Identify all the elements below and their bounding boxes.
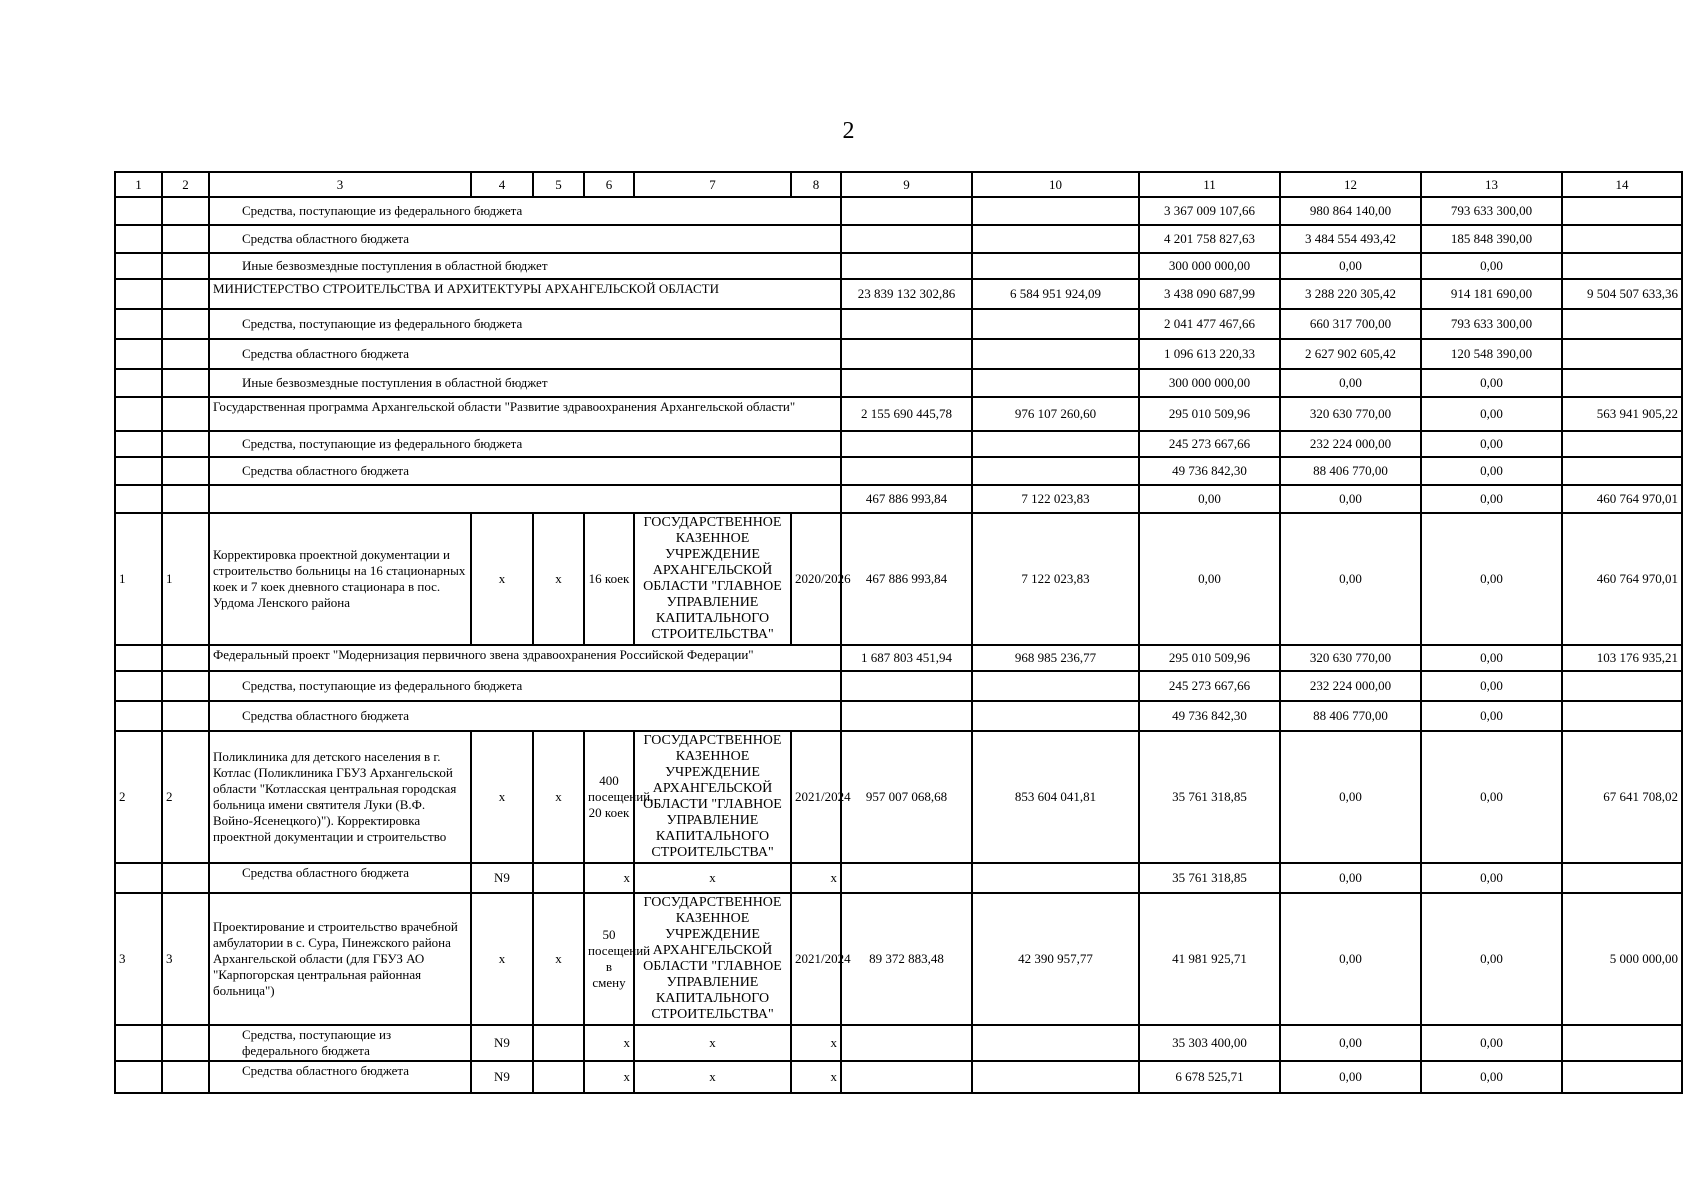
amount-cell-13: 914 181 690,00 (1421, 279, 1562, 309)
row-number: 3 (115, 893, 162, 1025)
funding-source-label: Средства областного бюджета (209, 701, 841, 731)
customer-organization: ГОСУДАРСТВЕННОЕ КАЗЕННОЕ УЧРЕЖДЕНИЕ АРХАНГЕЛЬСКОЙ ОБЛАСТИ "ГЛАВНОЕ УПРАВЛЕНИЕ КАПИТАЛЬНОГО СТРОИТЕЛЬСТВА" (634, 893, 791, 1025)
col-2-cell (162, 863, 209, 893)
amount-cell-13: 0,00 (1421, 893, 1562, 1025)
col-5-cell: x (533, 513, 584, 645)
amount-cell-9 (841, 863, 972, 893)
amount-cell-9 (841, 701, 972, 731)
col-4-cell: x (471, 731, 533, 863)
funding-source-label: Средства, поступающие из федерального бюджета (209, 431, 841, 457)
group-label: Федеральный проект "Модернизация первичного звена здравоохранения Российской Федерации" (209, 645, 841, 671)
amount-cell-14 (1562, 863, 1682, 893)
customer-organization: ГОСУДАРСТВЕННОЕ КАЗЕННОЕ УЧРЕЖДЕНИЕ АРХАНГЕЛЬСКОЙ ОБЛАСТИ "ГЛАВНОЕ УПРАВЛЕНИЕ КАПИТАЛЬНОГО СТРОИТЕЛЬСТВА" (634, 731, 791, 863)
group-label: МИНИСТЕРСТВО СТРОИТЕЛЬСТВА И АРХИТЕКТУРЫ АРХАНГЕЛЬСКОЙ ОБЛАСТИ (209, 279, 841, 309)
group-total-row (115, 485, 1682, 513)
col-2-cell (162, 397, 209, 431)
amount-cell-14 (1562, 309, 1682, 339)
amount-cell-11: 300 000 000,00 (1139, 253, 1280, 279)
amount-cell-10 (972, 1025, 1139, 1061)
col-2-cell (162, 645, 209, 671)
amount-cell-11: 6 678 525,71 (1139, 1061, 1280, 1093)
amount-cell-11: 245 273 667,66 (1139, 671, 1280, 701)
amount-cell-10: 853 604 041,81 (972, 731, 1139, 863)
construction-object-row (115, 513, 1682, 645)
amount-cell-12: 3 288 220 305,42 (1280, 279, 1421, 309)
column-header: 9 (841, 172, 972, 197)
col-1-cell (115, 339, 162, 369)
amount-cell-10 (972, 225, 1139, 253)
amount-cell-9 (841, 253, 972, 279)
amount-cell-9 (841, 457, 972, 485)
amount-cell-10 (972, 369, 1139, 397)
amount-cell-10: 42 390 957,77 (972, 893, 1139, 1025)
amount-cell-11: 295 010 509,96 (1139, 645, 1280, 671)
amount-cell-12: 0,00 (1280, 893, 1421, 1025)
budget-table (114, 171, 1683, 1094)
amount-cell-9: 467 886 993,84 (841, 513, 972, 645)
col-1-cell (115, 279, 162, 309)
amount-cell-13: 793 633 300,00 (1421, 309, 1562, 339)
amount-cell-10 (972, 253, 1139, 279)
object-funding-row (115, 863, 1682, 893)
amount-cell-14 (1562, 671, 1682, 701)
column-header: 11 (1139, 172, 1280, 197)
amount-cell-14 (1562, 339, 1682, 369)
col-1-cell (115, 1061, 162, 1093)
col-2-cell (162, 197, 209, 225)
amount-cell-12: 88 406 770,00 (1280, 701, 1421, 731)
object-number: 1 (162, 513, 209, 645)
amount-cell-13: 0,00 (1421, 671, 1562, 701)
amount-cell-13: 120 548 390,00 (1421, 339, 1562, 369)
amount-cell-11: 300 000 000,00 (1139, 369, 1280, 397)
amount-cell-11: 35 303 400,00 (1139, 1025, 1280, 1061)
col-7-cell: x (634, 1025, 791, 1061)
amount-cell-14 (1562, 1025, 1682, 1061)
col-2-cell (162, 671, 209, 701)
group-label: Государственная программа Архангельской области "Развитие здравоохранения Архангельской области" (209, 397, 841, 431)
amount-cell-10: 7 122 023,83 (972, 513, 1139, 645)
col-2-cell (162, 431, 209, 457)
col-1-cell (115, 645, 162, 671)
group-total-row (115, 645, 1682, 671)
amount-cell-12: 320 630 770,00 (1280, 645, 1421, 671)
column-header: 7 (634, 172, 791, 197)
amount-cell-12: 232 224 000,00 (1280, 671, 1421, 701)
amount-cell-11: 49 736 842,30 (1139, 457, 1280, 485)
col-7-cell: x (634, 863, 791, 893)
amount-cell-13: 0,00 (1421, 253, 1562, 279)
col-5-cell: x (533, 893, 584, 1025)
amount-cell-13: 0,00 (1421, 1061, 1562, 1093)
amount-cell-10 (972, 431, 1139, 457)
amount-cell-9: 467 886 993,84 (841, 485, 972, 513)
amount-cell-10 (972, 309, 1139, 339)
amount-cell-11: 1 096 613 220,33 (1139, 339, 1280, 369)
col-2-cell (162, 253, 209, 279)
amount-cell-9 (841, 431, 972, 457)
object-name: Поликлиника для детского населения в г. Котлас (Поликлиника ГБУЗ Архангельской области "Котласская центральная городская больница имени святителя Луки (В.Ф. Войно-Ясенецкого)"). Корректировка проектной документации и строительство (209, 731, 471, 863)
funding-source-row (115, 457, 1682, 485)
amount-cell-10 (972, 1061, 1139, 1093)
col-2-cell (162, 1061, 209, 1093)
column-header: 10 (972, 172, 1139, 197)
amount-cell-14 (1562, 457, 1682, 485)
col-7-cell: x (634, 1061, 791, 1093)
amount-cell-14 (1562, 369, 1682, 397)
amount-cell-9: 23 839 132 302,86 (841, 279, 972, 309)
amount-cell-9 (841, 225, 972, 253)
funding-source-label: Средства областного бюджета (209, 225, 841, 253)
amount-cell-11: 245 273 667,66 (1139, 431, 1280, 457)
amount-cell-12: 660 317 700,00 (1280, 309, 1421, 339)
amount-cell-12: 0,00 (1280, 731, 1421, 863)
amount-cell-9: 957 007 068,68 (841, 731, 972, 863)
col-8-cell: x (791, 1025, 841, 1061)
group-label (209, 485, 841, 513)
column-header: 5 (533, 172, 584, 197)
amount-cell-12: 3 484 554 493,42 (1280, 225, 1421, 253)
amount-cell-14: 9 504 507 633,36 (1562, 279, 1682, 309)
amount-cell-13: 0,00 (1421, 457, 1562, 485)
funding-source-label: Иные безвозмездные поступления в областной бюджет (209, 253, 841, 279)
amount-cell-9: 89 372 883,48 (841, 893, 972, 1025)
amount-cell-14 (1562, 701, 1682, 731)
col-6-cell: x (584, 1025, 634, 1061)
col-2-cell (162, 457, 209, 485)
col-5-cell (533, 1061, 584, 1093)
amount-cell-14: 460 764 970,01 (1562, 513, 1682, 645)
col-5-cell: x (533, 731, 584, 863)
column-header: 14 (1562, 172, 1682, 197)
construction-object-row (115, 731, 1682, 863)
amount-cell-13: 0,00 (1421, 863, 1562, 893)
period-cell: 2021/2024 (791, 731, 841, 863)
col-6-cell: x (584, 1061, 634, 1093)
amount-cell-11: 3 367 009 107,66 (1139, 197, 1280, 225)
col-5-cell (533, 1025, 584, 1061)
column-header: 8 (791, 172, 841, 197)
period-cell: 2021/2024 (791, 893, 841, 1025)
amount-cell-11: 41 981 925,71 (1139, 893, 1280, 1025)
object-number: 3 (162, 893, 209, 1025)
column-number-header (115, 172, 1682, 197)
funding-source-label: Средства, поступающие из федерального бюджета (209, 1025, 471, 1061)
amount-cell-14: 5 000 000,00 (1562, 893, 1682, 1025)
amount-cell-13: 185 848 390,00 (1421, 225, 1562, 253)
amount-cell-13: 0,00 (1421, 731, 1562, 863)
column-header: 3 (209, 172, 471, 197)
amount-cell-11: 4 201 758 827,63 (1139, 225, 1280, 253)
funding-source-label: Средства областного бюджета (209, 457, 841, 485)
amount-cell-9 (841, 339, 972, 369)
col-1-cell (115, 397, 162, 431)
funding-source-row (115, 701, 1682, 731)
column-header: 6 (584, 172, 634, 197)
col-2-cell (162, 279, 209, 309)
amount-cell-12: 0,00 (1280, 253, 1421, 279)
amount-cell-12: 0,00 (1280, 369, 1421, 397)
amount-cell-10: 976 107 260,60 (972, 397, 1139, 431)
amount-cell-13: 0,00 (1421, 1025, 1562, 1061)
amount-cell-13: 0,00 (1421, 513, 1562, 645)
amount-cell-9 (841, 309, 972, 339)
col-1-cell (115, 197, 162, 225)
column-header: 12 (1280, 172, 1421, 197)
amount-cell-11: 3 438 090 687,99 (1139, 279, 1280, 309)
amount-cell-13: 0,00 (1421, 397, 1562, 431)
funding-source-row (115, 309, 1682, 339)
col-4-cell: x (471, 893, 533, 1025)
capacity-cell: 400 посещений, 20 коек (584, 731, 634, 863)
col-4-cell: x (471, 513, 533, 645)
col-1-cell (115, 369, 162, 397)
amount-cell-13: 0,00 (1421, 431, 1562, 457)
col-2-cell (162, 339, 209, 369)
col-8-cell: x (791, 1061, 841, 1093)
funding-source-label: Средства, поступающие из федерального бюджета (209, 309, 841, 339)
amount-cell-10: 968 985 236,77 (972, 645, 1139, 671)
col-1-cell (115, 701, 162, 731)
funding-source-label: Средства, поступающие из федерального бюджета (209, 197, 841, 225)
amount-cell-10: 6 584 951 924,09 (972, 279, 1139, 309)
period-cell: 2020/2026 (791, 513, 841, 645)
amount-cell-13: 0,00 (1421, 645, 1562, 671)
amount-cell-10 (972, 339, 1139, 369)
funding-source-row (115, 253, 1682, 279)
col-1-cell (115, 253, 162, 279)
col-2-cell (162, 485, 209, 513)
construction-object-row (115, 893, 1682, 1025)
capacity-cell: 16 коек (584, 513, 634, 645)
amount-cell-14 (1562, 1061, 1682, 1093)
col-2-cell (162, 701, 209, 731)
amount-cell-14 (1562, 253, 1682, 279)
amount-cell-13: 793 633 300,00 (1421, 197, 1562, 225)
amount-cell-14 (1562, 197, 1682, 225)
amount-cell-9 (841, 1025, 972, 1061)
table-body (115, 172, 1682, 1093)
amount-cell-12: 0,00 (1280, 1025, 1421, 1061)
amount-cell-10 (972, 457, 1139, 485)
amount-cell-12: 980 864 140,00 (1280, 197, 1421, 225)
row-number: 2 (115, 731, 162, 863)
amount-cell-13: 0,00 (1421, 701, 1562, 731)
column-header: 13 (1421, 172, 1562, 197)
col-1-cell (115, 457, 162, 485)
column-header: 1 (115, 172, 162, 197)
amount-cell-10 (972, 197, 1139, 225)
col-1-cell (115, 671, 162, 701)
col-1-cell (115, 225, 162, 253)
col-4-cell: N9 (471, 863, 533, 893)
capacity-cell: 50 посещений в смену (584, 893, 634, 1025)
col-1-cell (115, 485, 162, 513)
amount-cell-14: 67 641 708,02 (1562, 731, 1682, 863)
col-4-cell: N9 (471, 1061, 533, 1093)
amount-cell-11: 35 761 318,85 (1139, 731, 1280, 863)
amount-cell-12: 88 406 770,00 (1280, 457, 1421, 485)
amount-cell-11: 0,00 (1139, 513, 1280, 645)
funding-source-row (115, 339, 1682, 369)
row-number: 1 (115, 513, 162, 645)
col-1-cell (115, 309, 162, 339)
funding-source-row (115, 225, 1682, 253)
amount-cell-11: 35 761 318,85 (1139, 863, 1280, 893)
column-header: 4 (471, 172, 533, 197)
funding-source-row (115, 671, 1682, 701)
col-4-cell: N9 (471, 1025, 533, 1061)
amount-cell-12: 232 224 000,00 (1280, 431, 1421, 457)
col-5-cell (533, 863, 584, 893)
group-total-row (115, 397, 1682, 431)
amount-cell-9 (841, 369, 972, 397)
funding-source-label: Средства, поступающие из федерального бюджета (209, 671, 841, 701)
funding-source-row (115, 431, 1682, 457)
amount-cell-10 (972, 863, 1139, 893)
amount-cell-10: 7 122 023,83 (972, 485, 1139, 513)
customer-organization: ГОСУДАРСТВЕННОЕ КАЗЕННОЕ УЧРЕЖДЕНИЕ АРХАНГЕЛЬСКОЙ ОБЛАСТИ "ГЛАВНОЕ УПРАВЛЕНИЕ КАПИТАЛЬНОГО СТРОИТЕЛЬСТВА" (634, 513, 791, 645)
amount-cell-9 (841, 671, 972, 701)
col-1-cell (115, 863, 162, 893)
object-funding-row (115, 1025, 1682, 1061)
object-name: Корректировка проектной документации и строительство больницы на 16 стационарных коек и 7 коек дневного стационара в пос. Урдома Ленского района (209, 513, 471, 645)
column-header: 2 (162, 172, 209, 197)
col-6-cell: x (584, 863, 634, 893)
amount-cell-14 (1562, 431, 1682, 457)
col-2-cell (162, 1025, 209, 1061)
object-funding-row (115, 1061, 1682, 1093)
funding-source-label: Иные безвозмездные поступления в областной бюджет (209, 369, 841, 397)
col-1-cell (115, 431, 162, 457)
amount-cell-12: 0,00 (1280, 485, 1421, 513)
amount-cell-13: 0,00 (1421, 369, 1562, 397)
amount-cell-11: 0,00 (1139, 485, 1280, 513)
funding-source-label: Средства областного бюджета (209, 339, 841, 369)
amount-cell-9: 2 155 690 445,78 (841, 397, 972, 431)
amount-cell-14: 563 941 905,22 (1562, 397, 1682, 431)
amount-cell-9 (841, 1061, 972, 1093)
group-total-row (115, 279, 1682, 309)
amount-cell-13: 0,00 (1421, 485, 1562, 513)
amount-cell-11: 295 010 509,96 (1139, 397, 1280, 431)
page-number: 2 (842, 118, 855, 144)
amount-cell-14: 103 176 935,21 (1562, 645, 1682, 671)
amount-cell-11: 2 041 477 467,66 (1139, 309, 1280, 339)
funding-source-label: Средства областного бюджета (209, 1061, 471, 1093)
amount-cell-12: 0,00 (1280, 1061, 1421, 1093)
amount-cell-10 (972, 701, 1139, 731)
amount-cell-12: 2 627 902 605,42 (1280, 339, 1421, 369)
funding-source-row (115, 369, 1682, 397)
col-1-cell (115, 1025, 162, 1061)
object-name: Проектирование и строительство врачебной амбулатории в с. Сура, Пинежского района Архангельской области (для ГБУЗ АО "Карпогорская центральная районная больница") (209, 893, 471, 1025)
amount-cell-11: 49 736 842,30 (1139, 701, 1280, 731)
amount-cell-14 (1562, 225, 1682, 253)
object-number: 2 (162, 731, 209, 863)
col-2-cell (162, 225, 209, 253)
funding-source-label: Средства областного бюджета (209, 863, 471, 893)
col-8-cell: x (791, 863, 841, 893)
col-2-cell (162, 309, 209, 339)
amount-cell-10 (972, 671, 1139, 701)
amount-cell-12: 320 630 770,00 (1280, 397, 1421, 431)
amount-cell-9 (841, 197, 972, 225)
amount-cell-12: 0,00 (1280, 513, 1421, 645)
amount-cell-12: 0,00 (1280, 863, 1421, 893)
col-2-cell (162, 369, 209, 397)
amount-cell-14: 460 764 970,01 (1562, 485, 1682, 513)
amount-cell-9: 1 687 803 451,94 (841, 645, 972, 671)
funding-source-row (115, 197, 1682, 225)
